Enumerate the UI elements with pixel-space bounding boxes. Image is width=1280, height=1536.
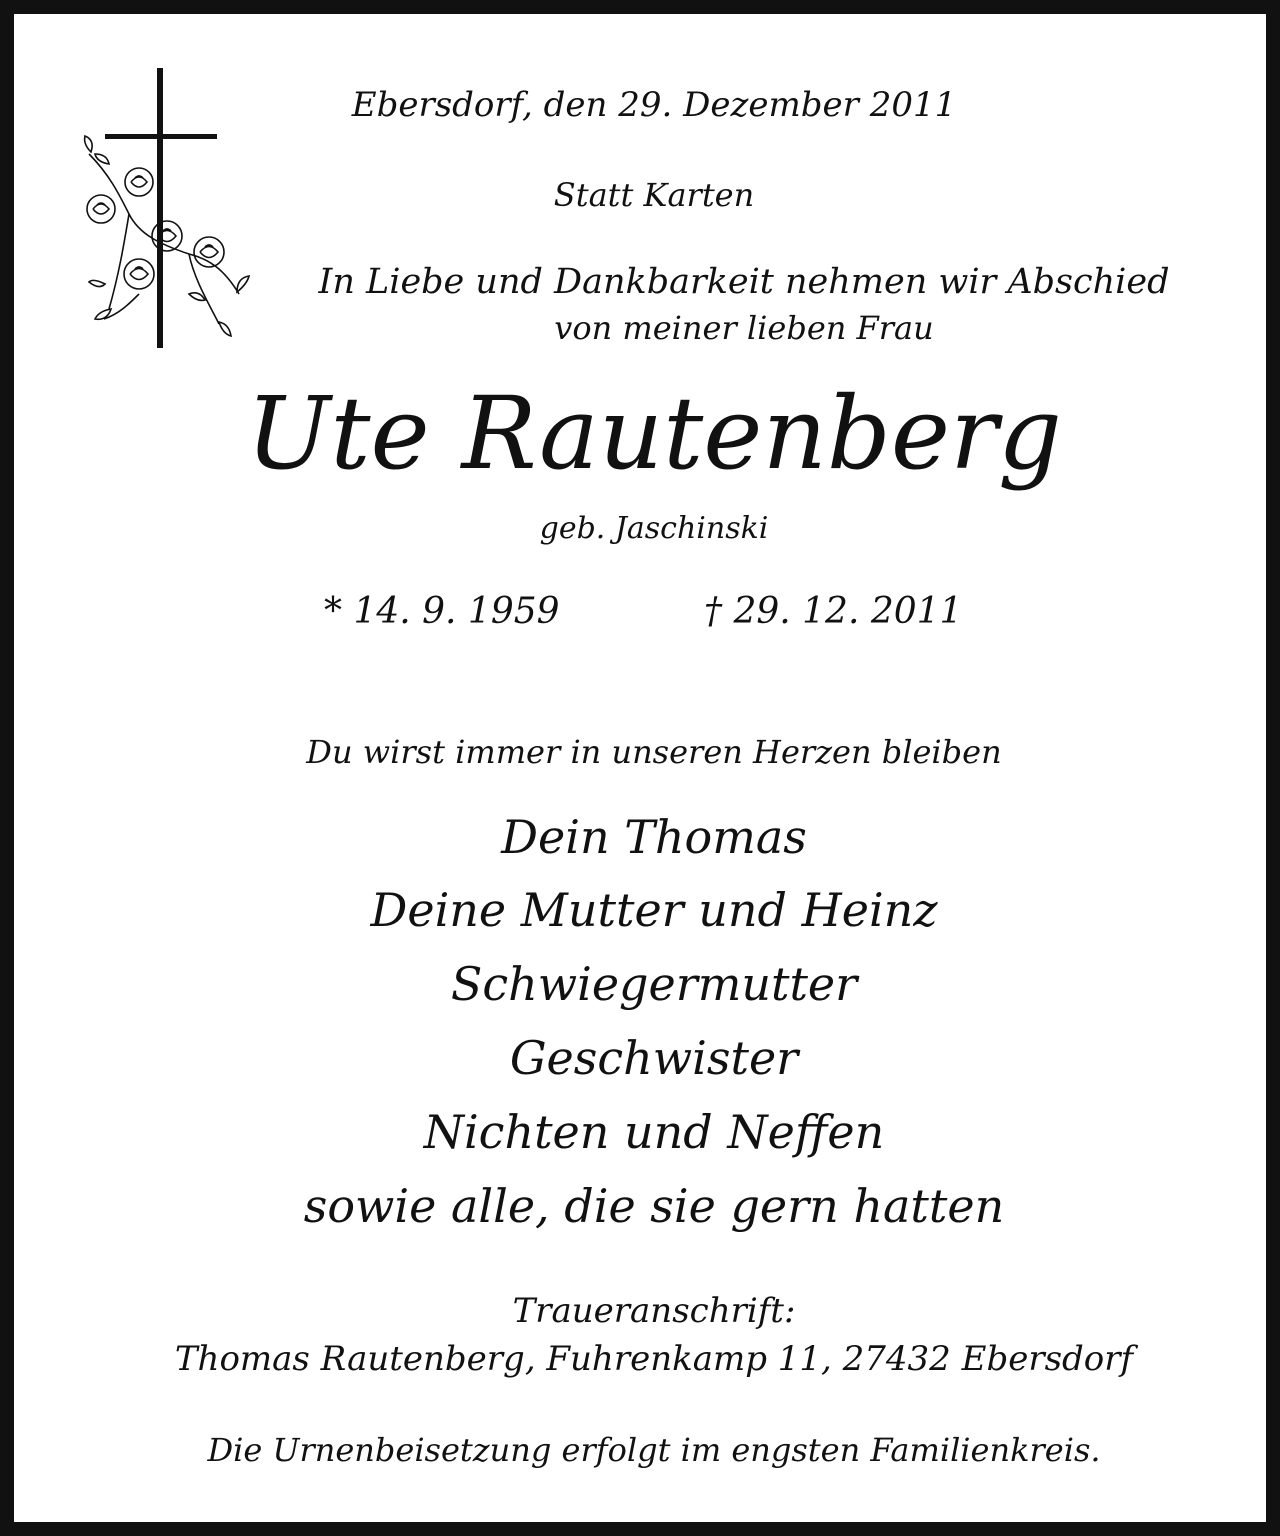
place-date: Ebersdorf, den 29. Dezember 2011 — [351, 85, 957, 125]
mourner-line: Nichten und Neffen — [423, 1105, 885, 1159]
motto: Du wirst immer in unseren Herzen bleiben — [306, 733, 1002, 771]
intro-line-2: von meiner lieben Frau — [554, 309, 934, 347]
mourner-line: Schwiegermutter — [450, 957, 858, 1011]
mourner-line: Dein Thomas — [501, 810, 807, 864]
mourner-line: Geschwister — [509, 1031, 799, 1085]
mourner-line: Deine Mutter und Heinz — [370, 883, 938, 937]
birth-date: * 14. 9. 1959 — [324, 591, 560, 632]
address-line: Thomas Rautenberg, Fuhrenkamp 11, 27432 Ebersdorf — [174, 1339, 1134, 1379]
mourner-line: sowie alle, die sie gern hatten — [303, 1179, 1005, 1233]
maiden-name: geb. Jaschinski — [539, 511, 769, 546]
intro-line-1: In Liebe und Dankbarkeit nehmen wir Abschied — [318, 262, 1170, 302]
statt-karten: Statt Karten — [553, 176, 755, 214]
death-date: † 29. 12. 2011 — [704, 591, 963, 632]
address-label: Traueranschrift: — [512, 1291, 796, 1331]
footer-note: Die Urnenbeisetzung erfolgt im engsten Familienkreis. — [207, 1431, 1101, 1469]
deceased-name: Ute Rautenberg — [246, 375, 1062, 492]
life-dates — [14, 591, 1280, 634]
